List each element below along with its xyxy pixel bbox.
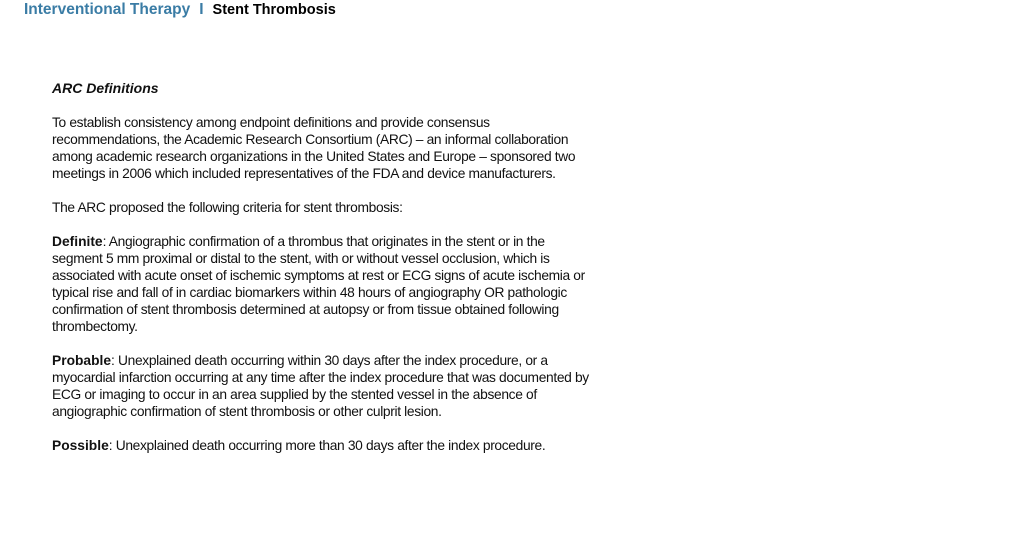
header-separator: I [199, 1, 204, 18]
section-heading: ARC Definitions [52, 80, 159, 96]
definition-text: : Angiographic confirmation of a thrombus that originates in the stent or in the segment 5 mm proximal or distal to the stent, with or without vessel occlusion, which is associated with acute onset of ischemic symptoms at rest or ECG signs of acute ischemia or typical rise and fall of in cardiac biomarkers within 48 hours of angiography OR pathologic confirmation of stent thrombosis determined at autopsy or from tissue obtained following thrombectomy. [52, 234, 585, 334]
definition-text: : Unexplained death occurring more than 30 days after the index procedure. [108, 438, 546, 453]
definition-probable [52, 352, 597, 420]
definition-term: Possible [52, 438, 109, 453]
header-section-title: Interventional Therapy [24, 1, 191, 18]
header-topic-title: Stent Thrombosis [212, 2, 336, 18]
definition-possible [52, 437, 597, 454]
slide-header [24, 0, 336, 20]
proposal-paragraph: The ARC proposed the following criteria for stent thrombosis: [52, 200, 403, 215]
intro-paragraph: To establish consistency among endpoint definitions and provide consensus recommendations, the Academic Research Consortium (ARC) – an informal collaboration among academic research organizations in the United States and Europe – sponsored two meetings in 2006 which included representatives of the FDA and device manufacturers. [52, 115, 576, 181]
content-body [52, 80, 597, 471]
definition-text: : Unexplained death occurring within 30 days after the index procedure, or a myocardial infarction occurring at any time after the index procedure that was documented by ECG or imaging to occur in an area supplied by the stented vessel in the absence of angiographic confirmation of stent thrombosis or other culprit lesion. [52, 353, 589, 419]
definition-term: Definite [52, 234, 103, 249]
definition-term: Probable [52, 353, 112, 368]
definition-definite [52, 233, 597, 335]
